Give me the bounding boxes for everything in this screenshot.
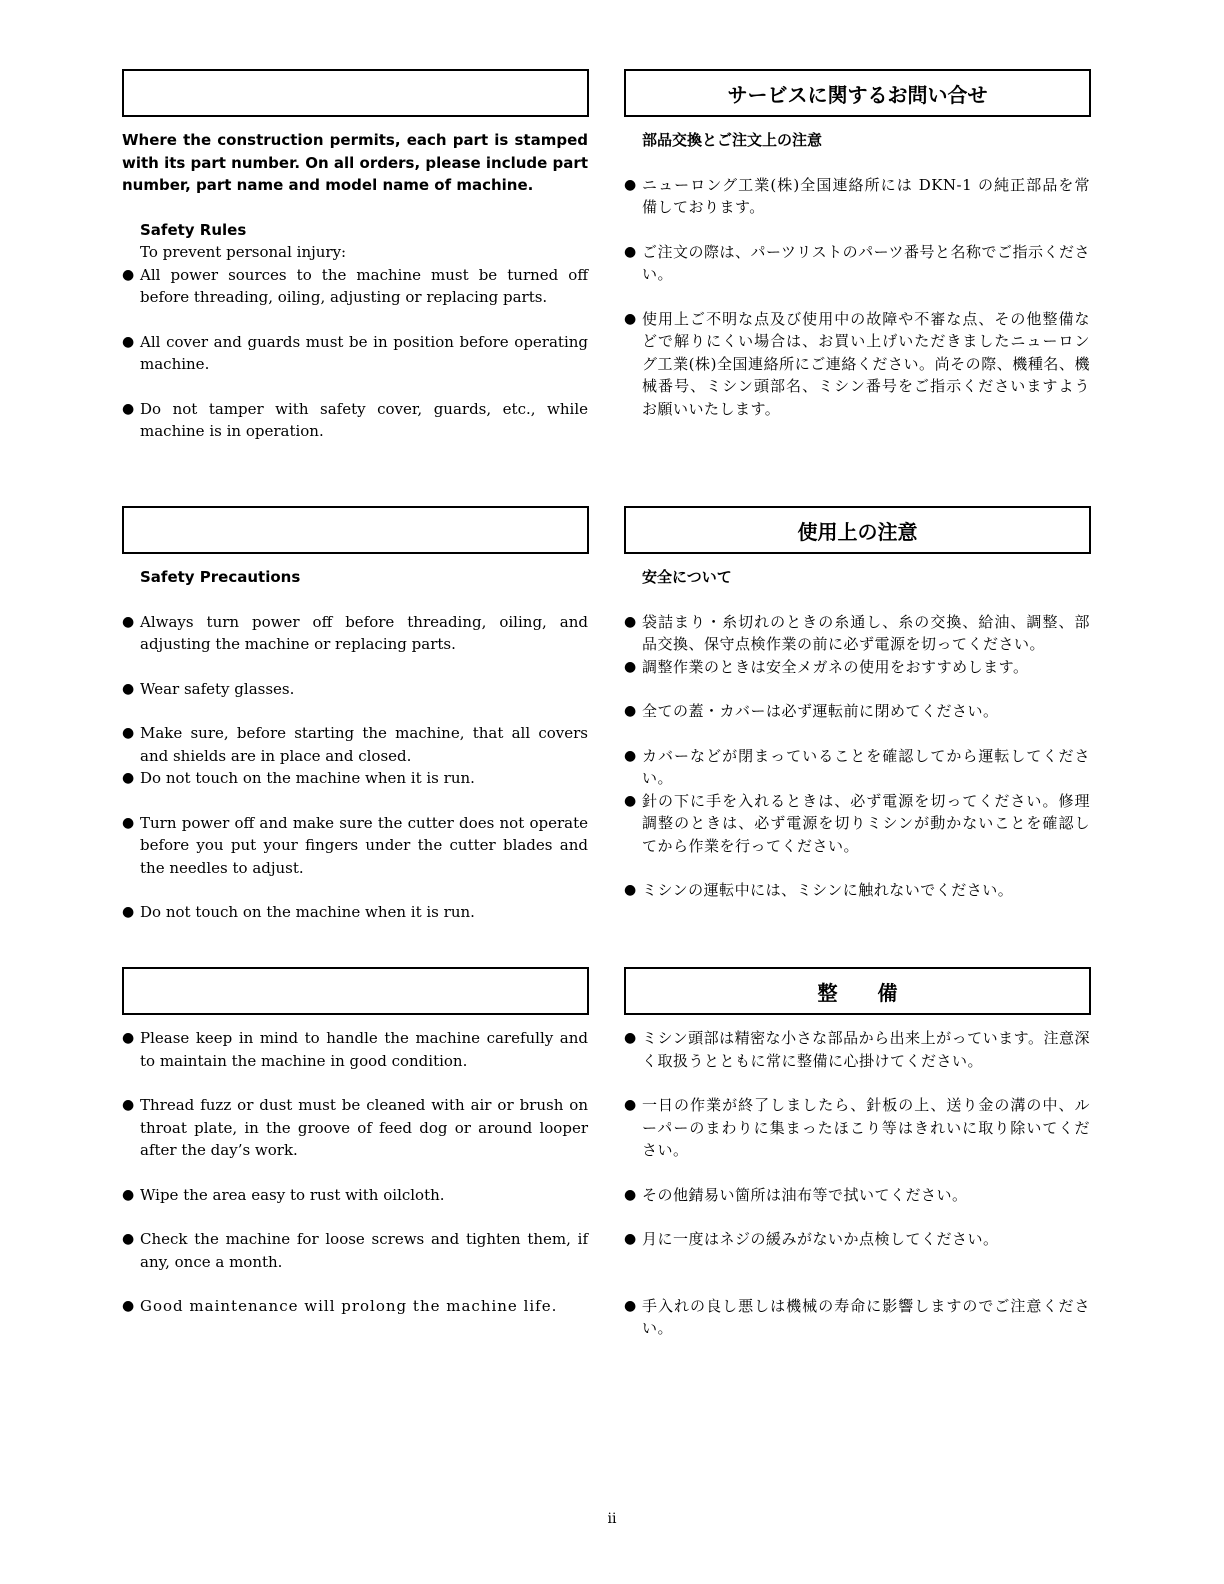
safety-title-box-en: [122, 506, 589, 554]
maint-column-jp: [624, 1027, 1090, 1340]
section-title: 整 備: [817, 980, 898, 1005]
safety-precautions-heading: Safety Precautions: [140, 568, 301, 586]
list-item: ● Wipe the area easy to rust with oilcloth.: [122, 1184, 588, 1207]
list-item: ● ミシンの運転中には、ミシンに触れないでください。: [624, 879, 1090, 902]
list-item: ● 針の下に手を入れるときは、必ず電源を切ってください。修理調整のときは、必ず電源を切りミシンが動かないことを確認してから作業を行ってください。: [624, 791, 1090, 855]
bullet-icon: ●: [122, 1097, 135, 1113]
safety-column-en: [122, 566, 588, 924]
safety-title-box-jp: [624, 506, 1091, 554]
bullet-icon: ●: [624, 176, 637, 193]
bullet-icon: ●: [122, 1186, 135, 1203]
bullet-icon: ●: [624, 703, 637, 719]
list-item: ● Do not touch on the machine when it is run.: [122, 901, 588, 924]
bullet-icon: ●: [624, 613, 637, 630]
bullet-icon: ●: [122, 1298, 136, 1314]
list-item: ● Check the machine for loose screws and tighten them, if any, once a month.: [122, 1230, 588, 1271]
bullet-icon: ●: [624, 1030, 637, 1046]
bullet-icon: ●: [624, 1297, 637, 1314]
list-item: ● Make sure, before starting the machine, that all covers and shields are in place and closed.: [122, 724, 588, 765]
list-item: ● Thread fuzz or dust must be cleaned with air or brush on throat plate, in the groove of feed dog or around looper after the day’s work.: [122, 1096, 588, 1159]
safety-jp-heading: 安全について: [642, 568, 732, 586]
bullet-icon: ●: [624, 1231, 637, 1247]
list-item: ● Do not tamper with safety cover, guards, etc., while machine is in operation.: [122, 399, 588, 440]
list-item: ● All cover and guards must be in position before operating machine.: [122, 332, 588, 373]
bullet-icon: ●: [122, 333, 135, 350]
section-title: 使用上の注意: [797, 519, 918, 544]
safety-column-jp: [624, 566, 1090, 902]
list-item: ● Wear safety glasses.: [122, 678, 588, 701]
bullet-icon: ●: [122, 1231, 135, 1247]
list-item: ● 全ての蓋・カバーは必ず運転前に閉めてください。: [624, 700, 1090, 723]
bullet-icon: ●: [624, 658, 637, 675]
list-item: ● 袋詰まり・糸切れのときの糸通し、糸の交換、給油、調整、部品交換、保守点検作業の前に必ず電源を切ってください。: [624, 612, 1090, 653]
list-item: ● 手入れの良し悪しは機械の寿命に影響しますのでご注意ください。: [624, 1296, 1090, 1337]
bullet-icon: ●: [122, 400, 135, 417]
bullet-icon: ●: [122, 904, 135, 920]
parts-column-jp: [624, 129, 1090, 420]
list-item: ● Turn power off and make sure the cutter does not operate before you put your fingers under the cutter blades and the needles to adjust.: [122, 813, 588, 877]
bullet-icon: ●: [624, 310, 637, 327]
parts-intro: Where the construction permits, each part is stamped with its part number. On all orders, please include part number, part name and model name of machine.: [122, 131, 588, 194]
list-item: ● Please keep in mind to handle the machine carefully and to maintain the machine in good condition.: [122, 1029, 588, 1070]
list-item: ● All power sources to the machine must be turned off before threading, oiling, adjusting or replacing parts.: [122, 265, 588, 306]
bullet-icon: ●: [624, 747, 637, 764]
maint-title-box-en: [122, 967, 589, 1015]
list-item: ● 調整作業のときは安全メガネの使用をおすすめします。: [624, 656, 1090, 679]
bullet-icon: ●: [624, 243, 637, 260]
list-item: ● その他錆易い箇所は油布等で拭いてください。: [624, 1184, 1090, 1207]
list-item: ● Always turn power off before threading, oiling, and adjusting the machine or replacing parts.: [122, 612, 588, 653]
parts-title-box-jp: [624, 69, 1091, 117]
bullet-icon: ●: [122, 814, 135, 831]
bullet-icon: ●: [122, 266, 135, 283]
bullet-icon: ●: [122, 770, 135, 786]
list-item: ● 一日の作業が終了しましたら、針板の上、送り金の溝の中、ルーパーのまわりに集まったほこり等はきれいに取り除いてください。: [624, 1096, 1090, 1159]
bullet-icon: ●: [624, 882, 637, 898]
bullet-icon: ●: [624, 792, 637, 809]
bullet-icon: ●: [122, 725, 135, 741]
bullet-icon: ●: [122, 680, 135, 697]
list-item: ● 月に一度はネジの緩みがないか点検してください。: [624, 1228, 1090, 1251]
section-title: サービスに関するお問い合せ: [727, 82, 988, 107]
page-number: ii: [607, 1511, 617, 1527]
parts-column-en: [122, 129, 588, 443]
bullet-icon: ●: [122, 1030, 135, 1046]
parts-jp-heading: 部品交換とご注文上の注意: [642, 131, 823, 149]
safety-rules-lead: To prevent personal injury:: [140, 243, 347, 261]
bullet-icon: ●: [122, 613, 135, 630]
list-item: ● カバーなどが閉まっていることを確認してから運転してください。: [624, 746, 1090, 787]
bullet-icon: ●: [624, 1097, 637, 1113]
list-item: ● Do not touch on the machine when it is run.: [122, 767, 588, 790]
parts-title-box-en: [122, 69, 589, 117]
list-item: ● Good maintenance will prolong the machine life.: [122, 1295, 588, 1318]
maint-title-box-jp: [624, 967, 1091, 1015]
bullet-icon: ●: [624, 1186, 637, 1203]
safety-rules-heading: Safety Rules: [140, 220, 247, 239]
list-item: ● ご注文の際は、パーツリストのパーツ番号と名称でご指示ください。: [624, 242, 1091, 283]
maint-column-en: [122, 1027, 588, 1318]
list-item: ● ミシン頭部は精密な小さな部品から出来上がっています。注意深く取扱うとともに常に整備に心掛けてください。: [624, 1029, 1090, 1070]
list-item: ● ニューロング工業(株)全国連絡所には DKN-1 の純正部品を常備しております。: [624, 175, 1090, 216]
list-item: ● 使用上ご不明な点及び使用中の故障や不審な点、その他整備などで解りにくい場合は、お買い上げいただきましたニューロング工業(株)全国連絡所にご連絡ください。尚その際、機種名、機械番号、ミシン頭部名、ミシン番号をご指示くださいますようお願いいたします。: [624, 309, 1090, 418]
